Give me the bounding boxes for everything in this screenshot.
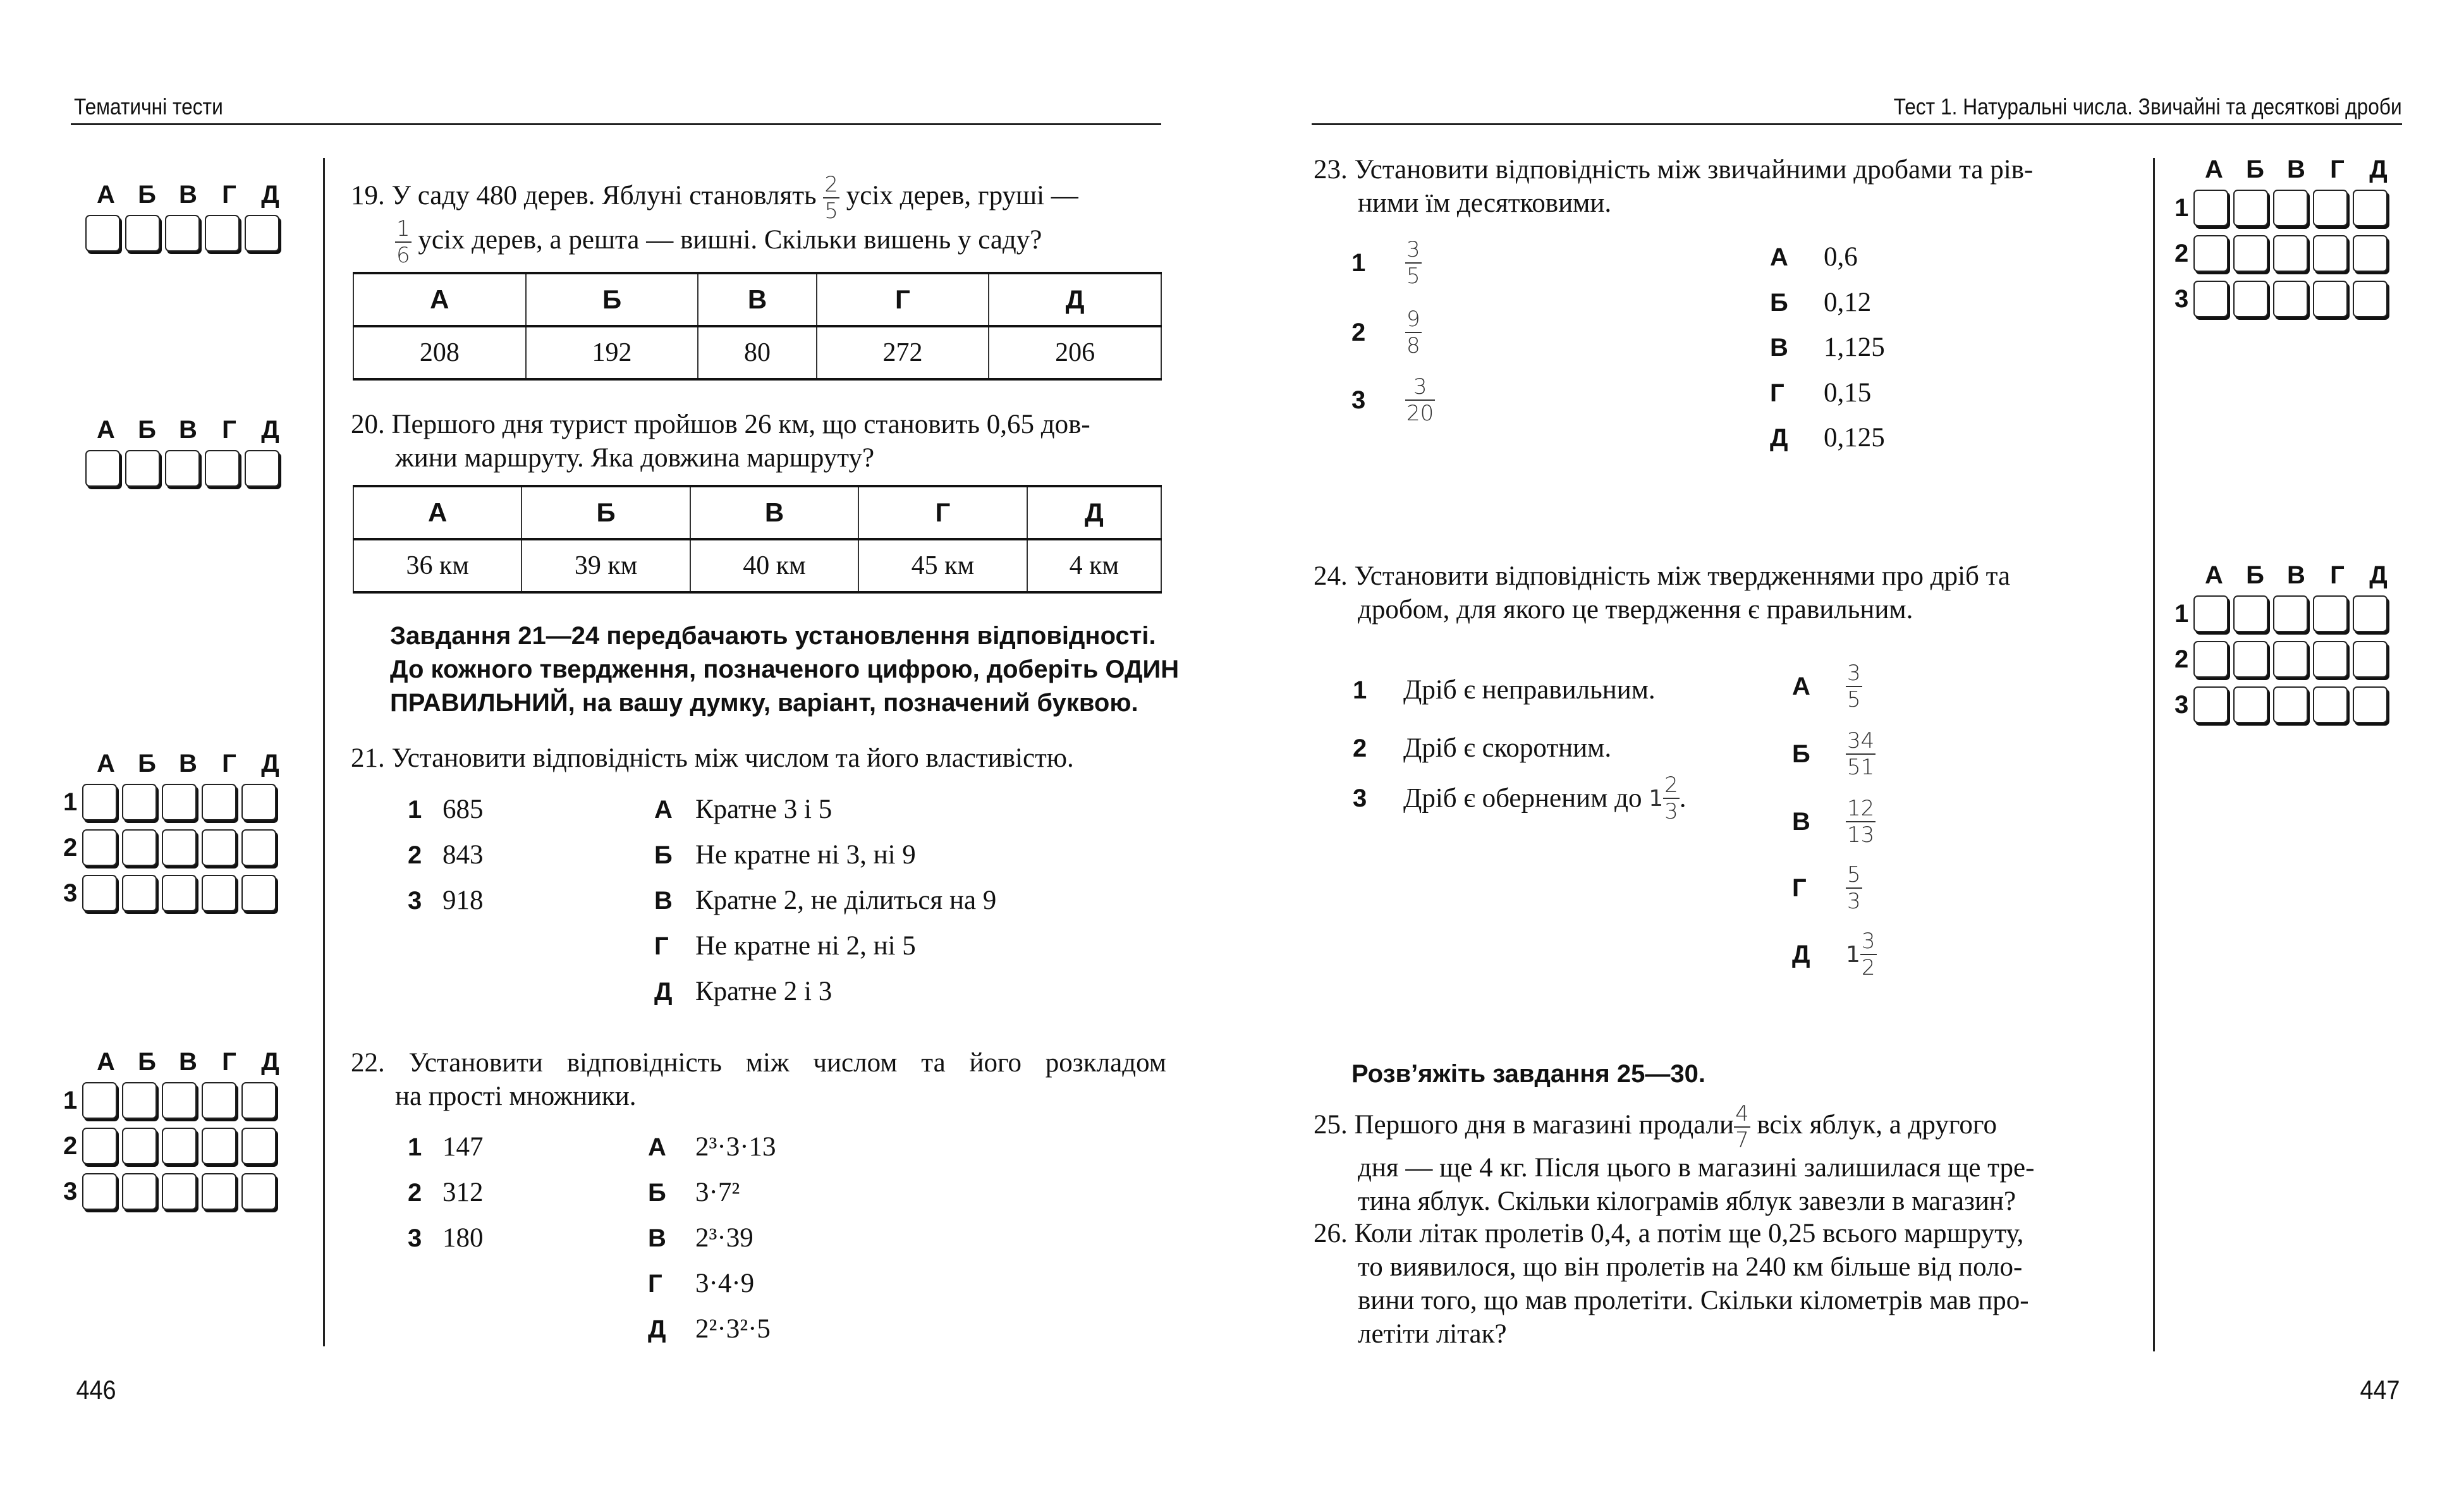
table-cell: 206 bbox=[989, 326, 1161, 379]
q23-item-3: 3 $\frac{3}{20}$ bbox=[1351, 374, 1434, 426]
grid-letter: Д bbox=[261, 750, 279, 777]
question-text: тина яблук. Скільки кілограмів яблук завезли в магазин? bbox=[1358, 1186, 2016, 1216]
answer-box[interactable] bbox=[122, 1128, 157, 1164]
table-header: Д bbox=[989, 273, 1161, 326]
q22-option-b: Б 3·7² bbox=[648, 1178, 740, 1207]
grid-letter: А bbox=[97, 750, 115, 777]
answer-box[interactable] bbox=[241, 1082, 276, 1119]
grid-row-number: 3 bbox=[2174, 690, 2189, 719]
answer-box[interactable] bbox=[2233, 641, 2268, 678]
fraction: $\frac{1}{6}$ bbox=[396, 216, 410, 268]
page-number-left: 446 bbox=[76, 1375, 116, 1405]
answer-box[interactable] bbox=[241, 829, 276, 866]
q23-item-2: 2 $\frac{9}{8}$ bbox=[1351, 307, 1420, 358]
q21-option-e: Д Кратне 2 і 3 bbox=[654, 977, 833, 1006]
q21-option-c: В Кратне 2, не ділиться на 9 bbox=[654, 886, 997, 915]
grid-letter: Г bbox=[222, 181, 236, 209]
answer-box[interactable] bbox=[162, 1082, 197, 1119]
answer-box[interactable] bbox=[241, 875, 276, 911]
answer-box[interactable] bbox=[2233, 595, 2268, 632]
answer-box[interactable] bbox=[2233, 235, 2268, 272]
answer-box[interactable] bbox=[245, 215, 279, 252]
question-text: Установити відповідність між числом та його властивістю. bbox=[391, 743, 1074, 773]
grid-letter: Д bbox=[2369, 561, 2388, 589]
page-number-right: 447 bbox=[2360, 1375, 2400, 1405]
answer-box[interactable] bbox=[2233, 686, 2268, 723]
answer-box[interactable] bbox=[162, 1128, 197, 1164]
answer-box[interactable] bbox=[202, 784, 236, 820]
answer-box[interactable] bbox=[2273, 686, 2308, 723]
grid-letter: Д bbox=[261, 1048, 279, 1076]
answer-table-q20 bbox=[353, 485, 1162, 594]
fraction: $\frac{2}{5}$ bbox=[824, 172, 839, 224]
answer-box[interactable] bbox=[202, 1173, 236, 1210]
question-text: вини того, що мав пролетіти. Скільки кілометрів мав про- bbox=[1358, 1286, 2029, 1315]
q24-item-3: 3 Дріб є оберненим до 1 $\frac{2}{3}$ . bbox=[1353, 772, 1686, 824]
running-header-left: Тематичні тести bbox=[74, 94, 223, 119]
q24-option-a: А $\frac{3}{5}$ bbox=[1792, 661, 1861, 712]
question-21 bbox=[351, 741, 1166, 775]
grid-letter: А bbox=[2205, 155, 2223, 183]
answer-box[interactable] bbox=[2353, 641, 2388, 678]
answer-box[interactable] bbox=[162, 1173, 197, 1210]
question-19 bbox=[351, 174, 1163, 266]
grid-letter: А bbox=[97, 416, 115, 444]
grid-row-number: 3 bbox=[63, 879, 78, 907]
question-22 bbox=[351, 1046, 1166, 1113]
grid-letter: Д bbox=[261, 416, 279, 444]
answer-box[interactable] bbox=[2353, 686, 2388, 723]
answer-box[interactable] bbox=[2313, 190, 2348, 226]
question-number: 21. bbox=[351, 743, 385, 773]
grid-letter: Б bbox=[138, 750, 156, 777]
grid-letter: А bbox=[97, 181, 115, 209]
answer-box[interactable] bbox=[85, 215, 120, 252]
grid-letter: В bbox=[179, 1048, 197, 1076]
grid-letter: В bbox=[179, 181, 197, 209]
grid-row-number: 1 bbox=[2174, 193, 2189, 222]
q22-option-d: Г 3·4·9 bbox=[648, 1269, 755, 1298]
question-text: усіх дерев, груші — bbox=[846, 180, 1078, 210]
grid-row-number: 1 bbox=[63, 788, 78, 816]
question-number: 25. bbox=[1314, 1109, 1348, 1140]
question-text: Установити відповідність між звичайними дробами та рів- bbox=[1354, 155, 2034, 185]
question-number: 19. bbox=[351, 180, 385, 210]
grid-letter: В bbox=[179, 416, 197, 444]
grid-letter: Д bbox=[2369, 155, 2388, 183]
answer-box[interactable] bbox=[205, 215, 240, 252]
answer-box[interactable] bbox=[122, 875, 157, 911]
header-rule-left bbox=[71, 123, 1161, 125]
answer-box[interactable] bbox=[2353, 190, 2388, 226]
answer-box[interactable] bbox=[2233, 281, 2268, 317]
question-24 bbox=[1314, 559, 2126, 626]
answer-box[interactable] bbox=[122, 1173, 157, 1210]
column-divider-left bbox=[323, 158, 325, 1346]
grid-letter: Б bbox=[138, 181, 156, 209]
answer-grid-q21 bbox=[63, 748, 291, 916]
question-text: Коли літак пролетів 0,4, а потім ще 0,25 всього маршруту, bbox=[1354, 1219, 2024, 1248]
answer-table-q19 bbox=[353, 272, 1162, 381]
grid-row-number: 1 bbox=[63, 1086, 78, 1114]
q21-option-a: А Кратне 3 і 5 bbox=[654, 795, 833, 824]
answer-box[interactable] bbox=[205, 450, 240, 487]
table-cell: 4 км bbox=[1027, 539, 1161, 592]
q22-option-c: В 2³·39 bbox=[648, 1223, 753, 1253]
answer-box[interactable] bbox=[2193, 686, 2228, 723]
question-text: то виявилося, що він пролетів на 240 км більше від поло- bbox=[1358, 1252, 2023, 1282]
answer-box[interactable] bbox=[2193, 281, 2228, 317]
answer-box[interactable] bbox=[241, 1173, 276, 1210]
question-text: всіх яблук, а другого bbox=[1757, 1109, 1997, 1140]
grid-letter: Г bbox=[222, 750, 236, 777]
instruction-block bbox=[390, 619, 1180, 720]
solve-heading: Розв’яжіть завдання 25—30. bbox=[1351, 1060, 1705, 1088]
table-header: Б bbox=[521, 486, 690, 539]
question-26 bbox=[1314, 1217, 2126, 1351]
answer-box[interactable] bbox=[202, 875, 236, 911]
answer-box[interactable] bbox=[165, 215, 200, 252]
answer-box[interactable] bbox=[2273, 190, 2308, 226]
q22-item-2: 2 312 bbox=[408, 1178, 484, 1207]
q23-item-1: 1 $\frac{3}{5}$ bbox=[1351, 237, 1420, 289]
grid-letter: Г bbox=[2330, 155, 2345, 183]
answer-box[interactable] bbox=[2273, 595, 2308, 632]
question-number: 26. bbox=[1314, 1219, 1348, 1248]
answer-box[interactable] bbox=[2233, 190, 2268, 226]
grid-row-number: 2 bbox=[63, 833, 78, 862]
answer-grid-q19 bbox=[85, 179, 291, 256]
question-text: жини маршруту. Яка довжина маршруту? bbox=[395, 443, 875, 473]
question-number: 20. bbox=[351, 410, 385, 439]
instruction-line: ПРАВИЛЬНИЙ, на вашу думку, варіант, позначений буквою. bbox=[390, 689, 1138, 717]
grid-letter: Д bbox=[261, 181, 279, 209]
fraction: $\frac{4}{7}$ bbox=[1735, 1101, 1749, 1153]
answer-box[interactable] bbox=[82, 1173, 117, 1210]
question-25 bbox=[1314, 1103, 2126, 1218]
q22-option-e: Д 2²·3²·5 bbox=[648, 1314, 771, 1344]
table-header: В bbox=[690, 486, 858, 539]
table-header: А bbox=[353, 273, 526, 326]
answer-box[interactable] bbox=[165, 450, 200, 487]
table-cell: 45 км bbox=[858, 539, 1027, 592]
grid-letter: Б bbox=[138, 1048, 156, 1076]
question-20 bbox=[351, 408, 1163, 475]
table-cell: 208 bbox=[353, 326, 526, 379]
answer-box[interactable] bbox=[82, 784, 117, 820]
question-text: усіх дерев, а решта — вишні. Скільки вишень у саду? bbox=[418, 224, 1042, 255]
column-divider-right bbox=[2153, 158, 2155, 1351]
answer-box[interactable] bbox=[2273, 281, 2308, 317]
answer-box[interactable] bbox=[202, 1128, 236, 1164]
q23-option-b: Б 0,12 bbox=[1770, 288, 1872, 317]
grid-row-number: 2 bbox=[2174, 645, 2189, 673]
grid-row-number: 1 bbox=[2174, 599, 2189, 628]
grid-letter: А bbox=[2205, 561, 2223, 589]
table-cell: 39 км bbox=[521, 539, 690, 592]
grid-letter: Б bbox=[138, 416, 156, 444]
grid-letter: В bbox=[2287, 155, 2305, 183]
table-cell: 192 bbox=[526, 326, 698, 379]
q24-item-1: 1 Дріб є неправильним. bbox=[1353, 675, 1656, 705]
q24-option-c: В $\frac{12}{13}$ bbox=[1792, 796, 1875, 848]
answer-box[interactable] bbox=[202, 829, 236, 866]
table-header: А bbox=[353, 486, 521, 539]
grid-letter: В bbox=[2287, 561, 2305, 589]
answer-grid-q24 bbox=[2174, 559, 2399, 728]
question-text: ними їм десятковими. bbox=[1358, 188, 1612, 218]
answer-box[interactable] bbox=[82, 1082, 117, 1119]
answer-box[interactable] bbox=[162, 829, 197, 866]
answer-box[interactable] bbox=[2313, 595, 2348, 632]
answer-box[interactable] bbox=[2313, 235, 2348, 272]
question-number: 24. bbox=[1314, 561, 1348, 591]
answer-box[interactable] bbox=[202, 1082, 236, 1119]
answer-box[interactable] bbox=[2353, 595, 2388, 632]
instruction-line: Завдання 21—24 передбачають установлення відповідності. bbox=[390, 622, 1156, 650]
question-text: дробом, для якого це твердження є правильним. bbox=[1358, 595, 1913, 625]
grid-letter: Б bbox=[2246, 561, 2264, 589]
q23-option-e: Д 0,125 bbox=[1770, 423, 1885, 453]
answer-box[interactable] bbox=[2273, 641, 2308, 678]
answer-box[interactable] bbox=[125, 450, 160, 487]
table-header: В bbox=[698, 273, 816, 326]
question-23 bbox=[1314, 153, 2126, 220]
answer-grid-q22 bbox=[63, 1046, 291, 1214]
answer-box[interactable] bbox=[2353, 281, 2388, 317]
question-text: Першого дня в магазині продали bbox=[1354, 1109, 1735, 1140]
grid-row-number: 3 bbox=[63, 1177, 78, 1205]
answer-box[interactable] bbox=[245, 450, 279, 487]
running-header-right: Тест 1. Натуральні числа. Звичайні та десяткові дроби bbox=[1893, 94, 2402, 119]
answer-box[interactable] bbox=[2273, 235, 2308, 272]
answer-box[interactable] bbox=[2193, 595, 2228, 632]
question-number: 23. bbox=[1314, 155, 1348, 185]
header-rule-right bbox=[1312, 123, 2402, 125]
answer-box[interactable] bbox=[2193, 235, 2228, 272]
q21-option-d: Г Не кратне ні 2, ні 5 bbox=[654, 931, 916, 961]
answer-box[interactable] bbox=[85, 450, 120, 487]
grid-letter: А bbox=[97, 1048, 115, 1076]
answer-grid-q23 bbox=[2174, 154, 2399, 322]
answer-box[interactable] bbox=[82, 829, 117, 866]
answer-box[interactable] bbox=[122, 829, 157, 866]
grid-row-number: 2 bbox=[63, 1131, 78, 1160]
grid-letter: Г bbox=[222, 416, 236, 444]
answer-box[interactable] bbox=[2313, 686, 2348, 723]
grid-letter: Г bbox=[222, 1048, 236, 1076]
q21-item-1: 1 685 bbox=[408, 795, 484, 824]
q21-option-b: Б Не кратне ні 3, ні 9 bbox=[654, 840, 916, 870]
table-header: Г bbox=[858, 486, 1027, 539]
table-header: Д bbox=[1027, 486, 1161, 539]
question-text: дня — ще 4 кг. Після цього в магазині залишилася ще тре- bbox=[1358, 1153, 2035, 1183]
q24-option-b: Б $\frac{34}{51}$ bbox=[1792, 728, 1875, 780]
q23-option-a: А 0,6 bbox=[1770, 242, 1858, 272]
grid-letter: Б bbox=[2246, 155, 2264, 183]
answer-box[interactable] bbox=[241, 1128, 276, 1164]
answer-box[interactable] bbox=[162, 784, 197, 820]
mixed-number: 1 $\frac{2}{3}$ bbox=[1649, 772, 1678, 824]
table-cell: 36 км bbox=[353, 539, 521, 592]
q21-item-2: 2 843 bbox=[408, 840, 484, 870]
q23-option-c: В 1,125 bbox=[1770, 332, 1885, 362]
table-header: Б bbox=[526, 273, 698, 326]
answer-box[interactable] bbox=[2193, 641, 2228, 678]
question-text: Установити відповідність між числом та його розкладом bbox=[408, 1048, 1166, 1078]
q24-option-d: Г $\frac{5}{3}$ bbox=[1792, 862, 1861, 914]
q22-item-1: 1 147 bbox=[408, 1132, 484, 1162]
table-cell: 80 bbox=[698, 326, 816, 379]
answer-box[interactable] bbox=[2193, 190, 2228, 226]
grid-letter: В bbox=[179, 750, 197, 777]
q22-item-3: 3 180 bbox=[408, 1223, 484, 1253]
table-cell: 40 км bbox=[690, 539, 858, 592]
question-text: Першого дня турист пройшов 26 км, що становить 0,65 дов- bbox=[391, 410, 1090, 439]
answer-box[interactable] bbox=[162, 875, 197, 911]
question-text: на прості множники. bbox=[395, 1082, 637, 1111]
answer-box[interactable] bbox=[2353, 235, 2388, 272]
grid-row-number: 3 bbox=[2174, 284, 2189, 313]
answer-box[interactable] bbox=[122, 1082, 157, 1119]
answer-box[interactable] bbox=[2313, 641, 2348, 678]
question-text: летіти літак? bbox=[1358, 1319, 1507, 1349]
q23-option-d: Г 0,15 bbox=[1770, 378, 1872, 408]
table-header: Г bbox=[817, 273, 989, 326]
answer-box[interactable] bbox=[2313, 281, 2348, 317]
answer-box[interactable] bbox=[82, 875, 117, 911]
question-text: Установити відповідність між твердженнями про дріб та bbox=[1354, 561, 2011, 591]
answer-grid-q20 bbox=[85, 414, 291, 491]
answer-box[interactable] bbox=[125, 215, 160, 252]
table-cell: 272 bbox=[817, 326, 989, 379]
grid-row-number: 2 bbox=[2174, 239, 2189, 267]
q24-item-2: 2 Дріб є скоротним. bbox=[1353, 733, 1612, 763]
answer-box[interactable] bbox=[122, 784, 157, 820]
answer-box[interactable] bbox=[82, 1128, 117, 1164]
q22-option-a: А 2³·3·13 bbox=[648, 1132, 776, 1162]
question-text: У саду 480 дерев. Яблуні становлять bbox=[391, 180, 817, 210]
grid-letter: Г bbox=[2330, 561, 2345, 589]
q21-item-3: 3 918 bbox=[408, 886, 484, 915]
answer-box[interactable] bbox=[241, 784, 276, 820]
question-number: 22. bbox=[351, 1048, 385, 1078]
q24-option-e: Д 1 $\frac{3}{2}$ bbox=[1792, 929, 1875, 980]
instruction-line: До кожного твердження, позначеного цифрою, доберіть ОДИН bbox=[390, 655, 1180, 683]
